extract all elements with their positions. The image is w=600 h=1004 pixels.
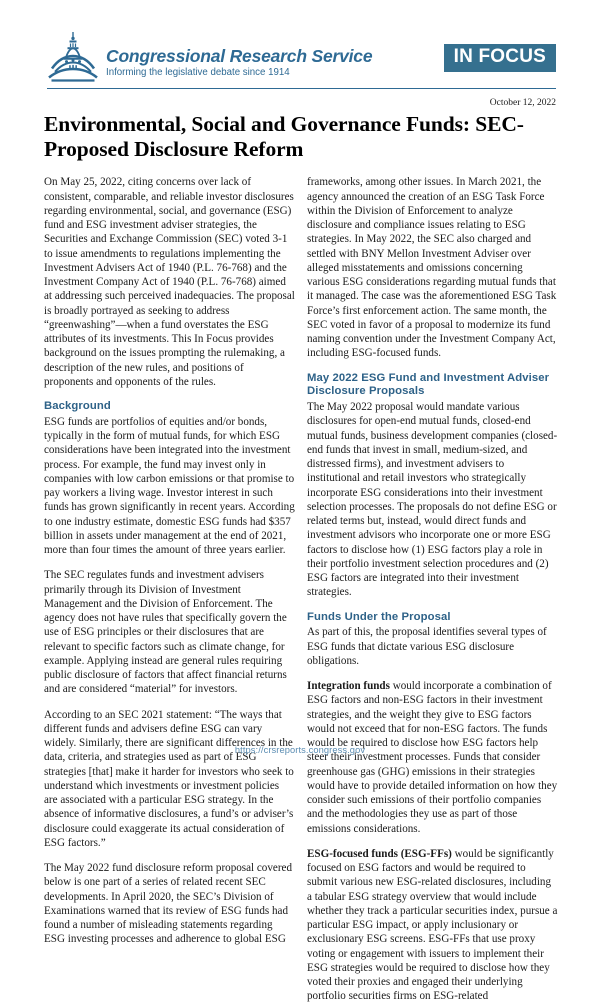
section-heading-funds-under-proposal: Funds Under the Proposal	[307, 610, 451, 623]
funds-paragraph-1: As part of this, the proposal identifies several types of ESG funds that dictate various ESG disclosure obligations.	[307, 626, 547, 667]
background-paragraph-2: The SEC regulates funds and investment advisers primarily through its Division of Investment Management and the Division of Enforcement. The agency does not have rules that specifically govern the use of ESG principles or their disclosures that are relevant to specific factors such as climate change, for example. Applying instead are general rules requiring public disclosure of factors that affect financial returns and are considered “material” for investors.	[44, 569, 287, 696]
integration-funds-text: would incorporate a combination of ESG factors and non-ESG factors in their investment strategies, and the weight they give to ESG factors would not exceed that for non-ESG factors. The funds would be required to disclose how ESG factors help steer their investment processes. Funds that consider greenhouse gas (GHG) emissions in their strategies would have to provide detailed information on how they consider such emissions of their portfolio companies and the methodologies they use as part of those emissions considerations.	[307, 680, 558, 835]
esg-focused-funds-text: would be significantly focused on ESG factors and would be required to submit various new ESG-related disclosures, including a tabular ESG strategy overview that would include whether they track a particular securities index, pursue a particular ESG impact, or apply inclusionary or exclusionary ESG screens. ESG-FFs that use proxy voting or engagement with issuers to implement their ESG strategies would be required to disclose how they voted their proxies and engaged their underlying portfolio securities firms on ESG-related	[307, 847, 558, 1003]
integration-funds-label: Integration funds	[307, 680, 390, 693]
body-columns	[44, 175, 557, 1003]
continuation-paragraph: frameworks, among other issues. In March 2021, the agency announced the creation of an ESG Task Force within the Division of Enforcement to analyze disclosure and compliance issues relating to ESG strategies. In May 2022, the SEC also charged and settled with BNY Mellon Investment Adviser over alleged misstatements and omissions concerning various ESG considerations regarding mutual funds that it managed. The case was the aforementioned ESG Task Force’s first enforcement action. The same month, the SEC voted in favor of a proposal to modernize its fund naming convention under the Investment Company Act, including ESG-focused funds.	[307, 176, 557, 360]
organization-tagline: Informing the legislative debate since 1914	[106, 67, 290, 79]
capitol-dome-icon	[46, 30, 100, 82]
publication-date: October 12, 2022	[489, 98, 556, 108]
esg-focused-funds-label: ESG-focused funds (ESG-FFs)	[307, 847, 452, 860]
integration-funds-paragraph	[307, 679, 558, 836]
background-paragraph-1: ESG funds are portfolios of equities and/or bonds, typically in the form of mutual funds, for which ESG considerations have been integrated into the investment process. For example, the fund may invest only in companies with low carbon emissions or that promise to pay workers a living wage. Investor interest in such funds has grown significantly in recent years. According to one industry estimate, domestic ESG funds had $357 billion in assets under management at the end of 2021, more than four times the amount of three years earlier.	[44, 415, 295, 557]
crs-logo	[46, 30, 372, 82]
in-focus-badge: IN FOCUS	[444, 44, 556, 72]
masthead-divider	[47, 88, 556, 89]
proposal-paragraph-1: The May 2022 proposal would mandate various disclosures for open-end mutual funds, closed-end mutual funds, business development companies (closed-end funds that invest in small, medium-sized, and distressed firms), and investment advisers to institutional and retail investors who strategically incorporate ESG considerations into their investment selection processes. The proposals do not define ESG or related terms but, instead, would direct funds and investment advisors who incorporate one or more ESG factors to disclose how (1) ESG factors play a role in their portfolio investment selection procedures and (2) ESG factors are integrated into their investment strategies.	[307, 401, 558, 599]
right-column	[307, 175, 558, 1003]
background-paragraph-4: The May 2022 fund disclosure reform proposal covered below is one part of a series of related recent SEC developments. In April 2020, the SEC’s Division of Examinations warned that its review of ESG funds had found a number of misleading statements regarding ESG investing processes and adherence to global ESG	[44, 862, 292, 946]
background-paragraph-3: According to an SEC 2021 statement: “The ways that different funds and advisers define ESG can vary widely. Similarly, there are significant differences in the data, criteria, and strategies used as part of ESG strategies [that] make it harder for investors who seek to understand which investments or investment policies are associated with a particular ESG strategy. In the absence of informative disclosures, a fund’s or adviser’s disclosure could exaggerate its actual consideration of ESG factors.”	[44, 708, 294, 849]
crs-wordmark	[100, 47, 372, 82]
section-heading-background: Background	[44, 400, 111, 413]
page-title: Environmental, Social and Governance Funds: SEC-Proposed Disclosure Reform	[44, 112, 524, 162]
left-column	[44, 175, 295, 1003]
masthead	[43, 30, 557, 88]
organization-name: Congressional Research Service	[106, 45, 373, 66]
esg-focused-funds-paragraph	[307, 847, 558, 1004]
intro-paragraph: On May 25, 2022, citing concerns over lack of consistent, comparable, and reliable investor disclosures regarding environmental, social, and governance (ESG) fund and ESG investment adviser strategies, the Securities and Exchange Commission (SEC) voted 3-1 to issue amendments to regulations implementing the Investment Advisers Act of 1940 (P.L. 76-768) and the Investment Company Act of 1940 (P.L. 76-768) aimed at addressing such perceived inadequacies. The proposal is broadly portrayed as seeking to address “greenwashing”—when a fund overstates the ESG attributes of its investments. This In Focus provides background on the issues prompting the rulemaking, a description of the new rules, and positions of proponents and opponents of the rules.	[44, 176, 295, 388]
footer-url[interactable]: https://crsreports.congress.gov	[234, 745, 366, 755]
section-heading-may-2022-proposals: May 2022 ESG Fund and Investment Adviser Disclosure Proposals	[307, 371, 550, 398]
